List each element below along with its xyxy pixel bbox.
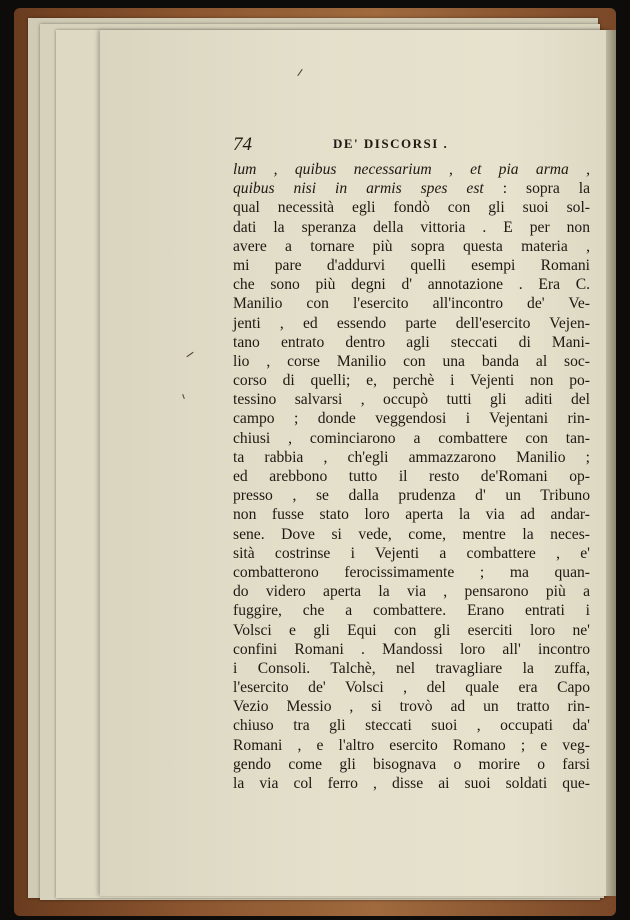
- page-number: 74: [233, 134, 252, 155]
- text-line: do videro aperta la via , pensarono più a: [233, 583, 590, 601]
- text-line: chiusi , cominciarono a combattere con tan-: [233, 429, 590, 447]
- text-line: jenti , ed essendo parte dell'esercito Vejen-: [233, 314, 590, 332]
- text-line: lum , quibus necessarium , et pia arma ,: [233, 161, 590, 178]
- text-line: campo ; donde veggendosi i Vejentani rin-: [233, 410, 590, 428]
- text-line: ed arebbono tutto il resto de'Romani op-: [233, 468, 590, 485]
- text-line: che sono più degni d' annotazione . Era C.: [233, 276, 590, 294]
- text-line: tessino salvarsi , occupò tutti gli aditi del: [233, 391, 590, 409]
- text-line: sità costrinse i Vejenti a combattere , e': [233, 544, 590, 562]
- running-title: DE' DISCORSI .: [333, 136, 449, 151]
- text-line: lio , corse Manilio con una banda al soc-: [233, 352, 590, 370]
- text-line: ta rabbia , ch'egli ammazzarono Manilio ;: [233, 448, 590, 466]
- text-line: combatterono ferocissimamente ; ma quan-: [233, 563, 590, 581]
- text-line: avere a tornare più sopra questa materia ,: [233, 237, 590, 255]
- page-edge-shadow: [606, 30, 616, 896]
- text-line: Romani , e l'altro esercito Romano ; e veg-: [233, 736, 590, 754]
- text-line: non fusse stato loro aperta la via ad andar-: [233, 506, 590, 524]
- text-line: presso , se dalla prudenza d' un Tribuno: [233, 487, 590, 505]
- text-line: sene. Dove si vede, come, mentre la neces-: [233, 525, 590, 543]
- text-line: Vezio Messio , si trovò ad un tratto rin-: [233, 698, 590, 716]
- text-line: gendo come gli bisognava o morire o farsi: [233, 755, 590, 773]
- text-line: fuggire, che a combattere. Erano entrati i: [233, 602, 590, 620]
- text-line: tano entrato dentro agli steccati di Mani-: [233, 333, 590, 351]
- text-line: Volsci e gli Equi con gli eserciti loro ne': [233, 621, 590, 639]
- page-header: [233, 134, 593, 156]
- text-line: i Consoli. Talchè, nel travagliare la zuffa,: [233, 659, 590, 677]
- body-text: [233, 160, 590, 793]
- text-line: l'esercito de' Volsci , del quale era Capo: [233, 679, 590, 697]
- text-line: qual necessità egli fondò con gli suoi sol-: [233, 199, 590, 217]
- text-line: chiuso tra gli steccati suoi , occupati da': [233, 717, 590, 735]
- text-line: mi pare d'addurvi quelli esempi Romani: [233, 256, 590, 274]
- text-line: quibus nisi in armis spes est : sopra la: [233, 180, 590, 198]
- text-line: corso di quelli; e, perchè i Vejenti non po-: [233, 372, 590, 390]
- text-line: Manilio con l'esercito all'incontro de' Ve-: [233, 295, 590, 313]
- text-line: la via col ferro , disse ai suoi soldati que-: [233, 775, 590, 792]
- text-line: confini Romani . Mandossi loro all' incontro: [233, 640, 590, 658]
- text-line: dati la speranza della vittoria . E per non: [233, 218, 590, 236]
